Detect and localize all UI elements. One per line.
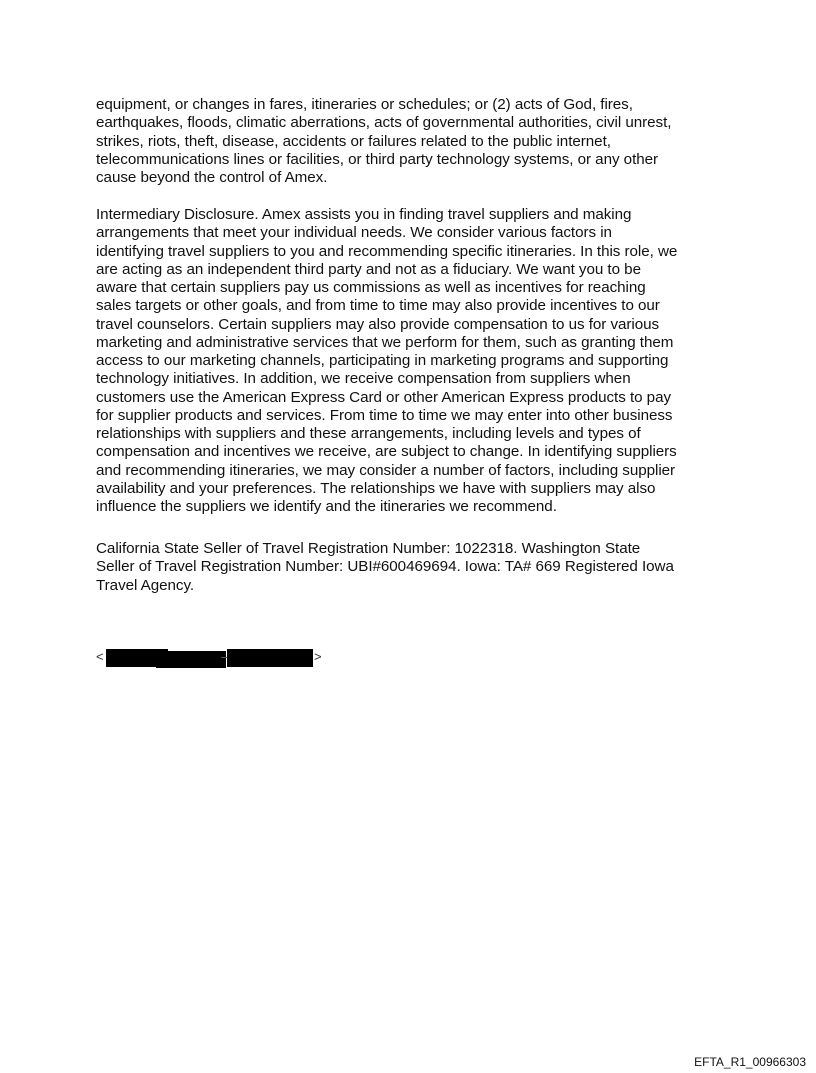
text-line: travel counselors. Certain suppliers may also provide compensation to us for various — [96, 315, 660, 333]
document-id-stamp: EFTA_R1_00966303 — [694, 1055, 806, 1069]
text-line: Intermediary Disclosure. Amex assists you in finding travel suppliers and making — [96, 206, 632, 223]
text-line: customers use the American Express Card or other American Express products to pay — [96, 388, 672, 406]
text-line: identifying travel suppliers to you and recommending specific itineraries. In this role, we — [96, 242, 678, 260]
text-line: marketing and administrative services that we perform for them, such as granting them — [96, 333, 674, 351]
text-line: telecommunications lines or facilities, or third party technology systems, or any other — [96, 150, 659, 168]
text-line: Seller of Travel Registration Number: UBI#600469694. Iowa: TA# 669 Registered Iowa — [96, 558, 674, 576]
redaction-block — [156, 651, 226, 668]
paragraph-force-majeure — [96, 96, 724, 187]
text-line: California State Seller of Travel Registration Number: 1022318. Washington State — [96, 540, 641, 557]
text-line: are acting as an independent third party and not as a fiduciary. We want you to be — [96, 260, 641, 278]
text-line: aware that certain suppliers pay us commissions as well as incentives for reaching — [96, 279, 646, 296]
open-angle-bracket: < — [96, 649, 104, 664]
text-line: earthquakes, floods, climatic aberrations, acts of governmental authorities, civil unrest, — [96, 114, 672, 132]
text-line: Travel Agency. — [96, 576, 195, 594]
paragraph-registration-numbers — [96, 540, 724, 595]
text-line: and recommending itineraries, we may consider a number of factors, including supplier — [96, 461, 676, 479]
text-line: availability and your preferences. The relationships we have with suppliers may also — [96, 479, 656, 497]
text-line: strikes, riots, theft, disease, accidents or failures related to the public internet, — [96, 132, 611, 150]
text-line: technology initiatives. In addition, we receive compensation from suppliers when — [96, 370, 631, 388]
text-line: relationships with suppliers and these arrangements, including levels and types of — [96, 425, 641, 442]
text-line: influence the suppliers we identify and the itineraries we recommend. — [96, 498, 557, 515]
text-line: access to our marketing channels, participating in marketing programs and supporting — [96, 352, 669, 369]
text-line: equipment, or changes in fares, itineraries or schedules; or (2) acts of God, fires, — [96, 96, 633, 113]
redaction-block — [227, 649, 313, 667]
redacted-email-address — [96, 647, 336, 667]
text-line: cause beyond the control of Amex. — [96, 169, 328, 186]
paragraph-intermediary-disclosure — [96, 206, 724, 516]
close-angle-bracket: > — [314, 649, 322, 664]
text-line: for supplier products and services. From time to time we may enter into other business — [96, 406, 673, 424]
text-line: arrangements that meet your individual needs. We consider various factors in — [96, 224, 612, 242]
text-line: sales targets or other goals, and from time to time may also provide incentives to our — [96, 297, 660, 315]
text-line: compensation and incentives we receive, are subject to change. In identifying suppliers — [96, 443, 677, 461]
